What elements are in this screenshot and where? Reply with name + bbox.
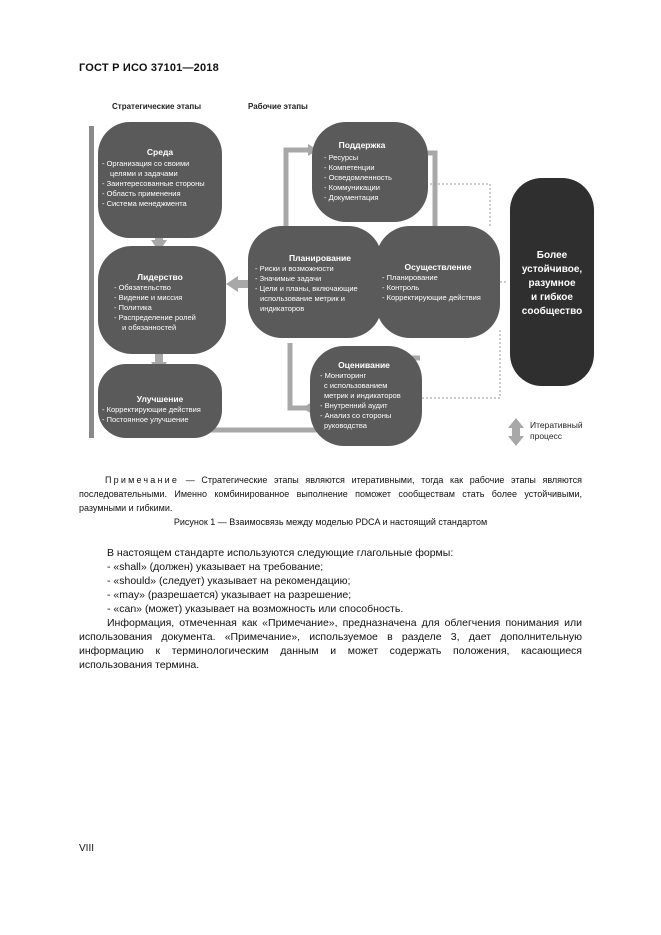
evaluation-item: - Анализ со стороны (320, 411, 392, 420)
evaluation-item: - Внутренний аудит (320, 401, 388, 410)
operation-item: - Контроль (382, 283, 420, 292)
list-item: - «can» (может) указывает на возможность или способность. (107, 603, 404, 615)
verb-forms-intro: В настоящем стандарте используются следующие глагольные формы: (107, 547, 454, 559)
note-text: Стратегические этапы являются итеративными, тогда как рабочие этапы являются последовательными. Именно комбинированное выполнение поможет сообществам стать более устойчивыми, разумными и гибкими. (79, 475, 582, 513)
outcome-line: устойчивое, (521, 264, 583, 275)
evaluation-item: руководства (324, 421, 367, 430)
figure-note (79, 473, 582, 515)
environment-item: - Система менеджмента (102, 199, 187, 208)
legend-line: Итеративный (530, 420, 583, 430)
list-item: - «should» (следует) указывает на рекомендацию; (107, 575, 351, 587)
document-id-header: ГОСТ Р ИСО 37101—2018 (79, 62, 219, 74)
note-label: Примечание (105, 475, 180, 485)
operation-item: - Планирование (382, 273, 438, 282)
outcome-line: Более (536, 250, 568, 261)
environment-item: - Заинтересованные стороны (102, 179, 205, 188)
list-item: - «may» (разрешается) указывает на разрешение; (107, 589, 352, 601)
improvement-item: - Постоянное улучшение (102, 415, 189, 424)
evaluation-item: - Мониторинг (320, 371, 367, 380)
operation-item: - Корректирующие действия (382, 293, 481, 302)
evaluation-title: Оценивание (338, 360, 390, 370)
planning-item: - Риски и возможности (255, 264, 334, 273)
operation-box (376, 226, 500, 338)
strategic-bar (89, 126, 94, 438)
improvement-title: Улучшение (136, 394, 184, 404)
planning-item: - Значимые задачи (255, 274, 322, 283)
operation-title: Осуществление (404, 262, 472, 272)
support-item: - Документация (324, 193, 379, 202)
pdca-diagram (80, 98, 600, 458)
body-section (79, 546, 582, 672)
support-box (312, 122, 428, 222)
evaluation-item: метрик и индикаторов (324, 391, 401, 400)
note-paragraph: Информация, отмеченная как «Примечание», предназначена для облегчения понимания или использования документа. «Примечание», используемое в разделе 3, дает дополнительную информацию к терминологическим данным и может содержать положения, касающиеся использования термина. (79, 617, 582, 671)
environment-item: целями и задачами (110, 169, 178, 178)
leadership-item: - Обязательство (114, 283, 171, 292)
leadership-item: - Распределение ролей (114, 313, 196, 322)
improvement-item: - Корректирующие действия (102, 405, 201, 414)
planning-title: Планирование (289, 253, 351, 263)
environment-item: - Организация со своими (102, 159, 190, 168)
environment-title: Среда (146, 147, 174, 157)
verb-forms-list (79, 560, 582, 616)
support-item: - Компетенции (324, 163, 375, 172)
leadership-item: - Политика (114, 303, 152, 312)
page-number: VIII (79, 843, 95, 854)
leadership-item: - Видение и миссия (114, 293, 183, 302)
strategic-stages-label: Стратегические этапы (112, 102, 202, 111)
list-item: - «shall» (должен) указывает на требование; (107, 561, 324, 573)
legend-line: процесс (530, 431, 563, 441)
leadership-title: Лидерство (137, 272, 183, 282)
support-item: - Ресурсы (324, 153, 359, 162)
support-item: - Коммуникации (324, 183, 380, 192)
planning-item: использование метрик и (260, 294, 345, 303)
leadership-item: и обязанностей (122, 323, 177, 332)
environment-item: - Область применения (102, 189, 181, 198)
figure-caption: Рисунок 1 — Взаимосвязь между моделью PDCA и настоящий стандартом (173, 517, 488, 527)
outcome-line: сообщество (521, 306, 583, 317)
planning-item: - Цели и планы, включающие (255, 284, 358, 293)
outcome-line: разумное (528, 278, 576, 289)
outcome-line: и гибкое (531, 292, 573, 303)
iterative-process-legend-icon (508, 418, 524, 446)
evaluation-item: с использованием (324, 381, 388, 390)
support-title: Поддержка (338, 140, 386, 150)
working-stages-label: Рабочие этапы (248, 102, 308, 111)
planning-item: индикаторов (260, 304, 305, 313)
note-dash: — (179, 475, 202, 485)
support-item: - Осведомленность (324, 173, 392, 182)
